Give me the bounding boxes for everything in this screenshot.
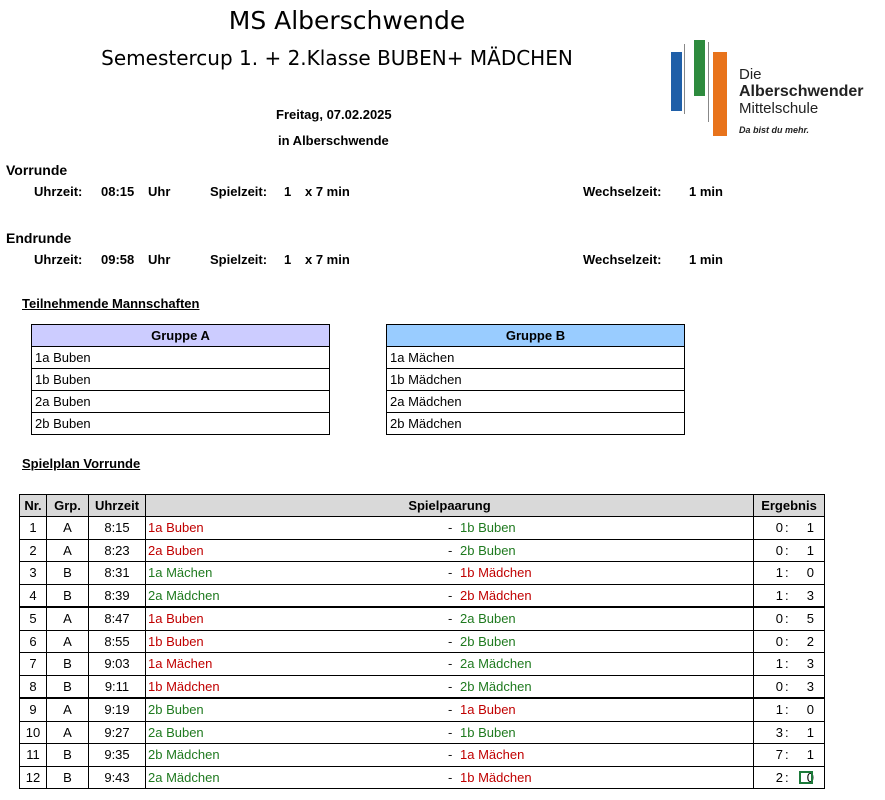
cell-group[interactable]: B bbox=[47, 675, 89, 698]
pairing-separator: - bbox=[448, 678, 453, 694]
group-a-table bbox=[31, 324, 330, 435]
home-team: 2a Buben bbox=[148, 724, 204, 740]
endrunde-label: Endrunde bbox=[6, 230, 72, 246]
vorrunde-play-label: Spielzeit: bbox=[210, 184, 268, 199]
cell-time[interactable]: 9:35 bbox=[89, 744, 146, 767]
home-team: 1b Buben bbox=[148, 633, 204, 649]
endrunde-change: 1 min bbox=[689, 252, 723, 267]
cell-result[interactable] bbox=[754, 744, 825, 767]
vorrunde-play-duration: x 7 min bbox=[305, 184, 350, 199]
endrunde-time: 09:58 bbox=[101, 252, 135, 267]
score-home: 2 bbox=[775, 769, 783, 785]
cell-group[interactable]: B bbox=[47, 562, 89, 585]
vorrunde-label: Vorrunde bbox=[6, 162, 68, 178]
vorrunde-play-count: 1 bbox=[284, 184, 292, 199]
score-colon: : bbox=[785, 520, 789, 535]
score-away: 3 bbox=[806, 587, 814, 603]
group-b-team[interactable]: 1b Mädchen bbox=[387, 369, 685, 391]
vorrunde-time: 08:15 bbox=[101, 184, 135, 199]
cell-pairing[interactable] bbox=[146, 721, 754, 744]
away-team: 2b Buben bbox=[460, 542, 516, 558]
col-header-grp: Grp. bbox=[47, 495, 89, 517]
score-away: 2 bbox=[806, 633, 814, 649]
cell-pairing[interactable] bbox=[146, 675, 754, 698]
score-home: 0 bbox=[775, 542, 783, 558]
logo-text-die: Die bbox=[739, 66, 762, 83]
cell-nr[interactable]: 2 bbox=[20, 539, 47, 562]
away-team: 2b Buben bbox=[460, 633, 516, 649]
away-team: 1b Buben bbox=[460, 724, 516, 740]
cell-nr[interactable]: 4 bbox=[20, 584, 47, 607]
plan-heading: Spielplan Vorrunde bbox=[22, 456, 141, 471]
cell-group[interactable]: B bbox=[47, 766, 89, 789]
logo-text-name: Alberschwender bbox=[739, 83, 864, 100]
group-b-title: Gruppe B bbox=[387, 325, 685, 347]
score-away: 0 bbox=[806, 565, 814, 580]
score-colon: : bbox=[785, 633, 789, 649]
page-subtitle: Semestercup 1. + 2.Klasse BUBEN+ MÄDCHEN bbox=[101, 46, 573, 70]
home-team: 2b Mädchen bbox=[148, 747, 220, 762]
score-colon: : bbox=[785, 724, 789, 740]
away-team: 2b Mädchen bbox=[460, 678, 532, 694]
logo-bar-green bbox=[694, 40, 705, 96]
cell-group[interactable]: A bbox=[47, 517, 89, 540]
schedule-table bbox=[19, 494, 825, 789]
cell-group[interactable]: B bbox=[47, 744, 89, 767]
endrunde-unit: Uhr bbox=[148, 252, 171, 267]
score-away: 1 bbox=[806, 747, 814, 762]
cell-result[interactable] bbox=[754, 607, 825, 630]
home-team: 1a Buben bbox=[148, 520, 204, 535]
group-a-title: Gruppe A bbox=[32, 325, 330, 347]
group-b-team[interactable]: 2b Mädchen bbox=[387, 413, 685, 435]
endrunde-play-label: Spielzeit: bbox=[210, 252, 268, 267]
col-header-nr: Nr. bbox=[20, 495, 47, 517]
cell-nr[interactable]: 7 bbox=[20, 653, 47, 676]
pairing-separator: - bbox=[448, 520, 453, 535]
cell-group[interactable]: A bbox=[47, 630, 89, 653]
cell-result[interactable] bbox=[754, 517, 825, 540]
cell-group[interactable]: A bbox=[47, 698, 89, 721]
cell-time[interactable]: 9:11 bbox=[89, 675, 146, 698]
home-team: 2b Buben bbox=[148, 702, 204, 717]
cell-time[interactable]: 8:15 bbox=[89, 517, 146, 540]
cell-nr[interactable]: 6 bbox=[20, 630, 47, 653]
vorrunde-change: 1 min bbox=[689, 184, 723, 199]
table-row bbox=[20, 562, 825, 585]
group-b-table bbox=[386, 324, 685, 435]
event-location: in Alberschwende bbox=[278, 133, 389, 148]
score-colon: : bbox=[785, 656, 789, 671]
table-row bbox=[20, 721, 825, 744]
pairing-separator: - bbox=[448, 565, 453, 580]
logo-text-school: Mittelschule bbox=[739, 100, 819, 117]
cell-time[interactable]: 8:31 bbox=[89, 562, 146, 585]
cell-result[interactable] bbox=[754, 698, 825, 721]
cell-pairing[interactable] bbox=[146, 766, 754, 789]
group-a-team[interactable]: 1b Buben bbox=[32, 369, 330, 391]
pairing-separator: - bbox=[448, 611, 453, 626]
home-team: 1a Mächen bbox=[148, 656, 213, 671]
table-row bbox=[20, 766, 825, 789]
cell-time[interactable]: 9:27 bbox=[89, 721, 146, 744]
cell-time[interactable]: 8:55 bbox=[89, 630, 146, 653]
away-team: 1b Mädchen bbox=[460, 769, 532, 785]
cell-result[interactable] bbox=[754, 653, 825, 676]
cell-pairing[interactable] bbox=[146, 607, 754, 630]
logo-bar-blue bbox=[671, 52, 682, 111]
score-away: 0 bbox=[806, 702, 814, 717]
away-team: 1a Buben bbox=[460, 702, 516, 717]
cell-nr[interactable]: 3 bbox=[20, 562, 47, 585]
score-home: 3 bbox=[775, 724, 783, 740]
cell-result[interactable] bbox=[754, 562, 825, 585]
score-home: 0 bbox=[775, 633, 783, 649]
home-team: 1b Mädchen bbox=[148, 678, 220, 694]
group-a-team[interactable]: 1a Buben bbox=[32, 347, 330, 369]
score-colon: : bbox=[785, 542, 789, 558]
cell-pairing[interactable] bbox=[146, 653, 754, 676]
cell-time[interactable]: 9:03 bbox=[89, 653, 146, 676]
cell-group[interactable]: A bbox=[47, 721, 89, 744]
group-a-team[interactable]: 2b Buben bbox=[32, 413, 330, 435]
score-colon: : bbox=[785, 678, 789, 694]
col-header-pairing: Spielpaarung bbox=[146, 495, 754, 517]
cell-result[interactable] bbox=[754, 766, 825, 789]
away-team: 1b Buben bbox=[460, 520, 516, 535]
cell-result[interactable] bbox=[754, 675, 825, 698]
group-a-team[interactable]: 2a Buben bbox=[32, 391, 330, 413]
cell-nr[interactable]: 5 bbox=[20, 607, 47, 630]
table-row bbox=[20, 584, 825, 607]
cell-time[interactable]: 9:19 bbox=[89, 698, 146, 721]
pairing-separator: - bbox=[448, 656, 453, 671]
vorrunde-change-label: Wechselzeit: bbox=[583, 184, 662, 199]
table-row bbox=[20, 744, 825, 767]
pairing-separator: - bbox=[448, 633, 453, 649]
endrunde-play-duration: x 7 min bbox=[305, 252, 350, 267]
away-team: 2a Buben bbox=[460, 611, 516, 626]
cell-group[interactable]: A bbox=[47, 539, 89, 562]
pairing-separator: - bbox=[448, 747, 453, 762]
cell-nr[interactable]: 10 bbox=[20, 721, 47, 744]
cell-pairing[interactable] bbox=[146, 698, 754, 721]
pairing-separator: - bbox=[448, 724, 453, 740]
col-header-result: Ergebnis bbox=[754, 495, 825, 517]
endrunde-time-label: Uhrzeit: bbox=[34, 252, 83, 267]
score-home: 0 bbox=[775, 678, 783, 694]
vorrunde-unit: Uhr bbox=[148, 184, 171, 199]
home-team: 1a Buben bbox=[148, 611, 204, 626]
score-home: 1 bbox=[775, 656, 783, 671]
score-home: 7 bbox=[775, 747, 783, 762]
score-colon: : bbox=[785, 702, 789, 717]
score-colon: : bbox=[785, 747, 789, 762]
score-home: 1 bbox=[775, 587, 783, 603]
score-home: 1 bbox=[775, 565, 783, 580]
score-colon: : bbox=[785, 565, 789, 580]
cell-result[interactable] bbox=[754, 721, 825, 744]
logo-tagline: Da bist du mehr. bbox=[739, 125, 810, 135]
pairing-separator: - bbox=[448, 587, 453, 603]
away-team: 2a Mädchen bbox=[460, 656, 532, 671]
away-team: 2b Mädchen bbox=[460, 587, 532, 603]
cell-group[interactable]: B bbox=[47, 584, 89, 607]
table-row bbox=[20, 698, 825, 721]
cell-nr[interactable]: 12 bbox=[20, 766, 47, 789]
cell-nr[interactable]: 1 bbox=[20, 517, 47, 540]
cell-time[interactable]: 8:39 bbox=[89, 584, 146, 607]
group-b-team[interactable]: 1a Mächen bbox=[387, 347, 685, 369]
home-team: 2a Mädchen bbox=[148, 587, 220, 603]
score-colon: : bbox=[785, 587, 789, 603]
score-away: 1 bbox=[806, 520, 814, 535]
cell-pairing[interactable] bbox=[146, 517, 754, 540]
away-team: 1a Mächen bbox=[460, 747, 525, 762]
home-team: 2a Mädchen bbox=[148, 769, 220, 785]
cell-nr[interactable]: 11 bbox=[20, 744, 47, 767]
score-colon: : bbox=[785, 611, 789, 626]
endrunde-change-label: Wechselzeit: bbox=[583, 252, 662, 267]
cell-result[interactable] bbox=[754, 584, 825, 607]
event-date: Freitag, 07.02.2025 bbox=[276, 107, 392, 122]
cell-result[interactable] bbox=[754, 630, 825, 653]
vorrunde-time-label: Uhrzeit: bbox=[34, 184, 83, 199]
pairing-separator: - bbox=[448, 769, 453, 785]
score-colon: : bbox=[785, 769, 789, 785]
group-b-team[interactable]: 2a Mädchen bbox=[387, 391, 685, 413]
cell-time[interactable]: 8:47 bbox=[89, 607, 146, 630]
page-title: MS Alberschwende bbox=[228, 6, 466, 35]
endrunde-play-count: 1 bbox=[284, 252, 292, 267]
cell-pairing[interactable] bbox=[146, 539, 754, 562]
cell-nr[interactable]: 8 bbox=[20, 675, 47, 698]
cell-time[interactable]: 8:23 bbox=[89, 539, 146, 562]
cell-result[interactable] bbox=[754, 539, 825, 562]
col-header-time: Uhrzeit bbox=[89, 495, 146, 517]
score-away: 3 bbox=[806, 656, 814, 671]
table-row bbox=[20, 539, 825, 562]
table-row bbox=[20, 630, 825, 653]
table-row bbox=[20, 653, 825, 676]
cell-nr[interactable]: 9 bbox=[20, 698, 47, 721]
score-away: 5 bbox=[806, 611, 814, 626]
score-away: 3 bbox=[806, 678, 814, 694]
school-logo bbox=[668, 38, 883, 143]
away-team: 1b Mädchen bbox=[460, 565, 532, 580]
home-team: 2a Buben bbox=[148, 542, 204, 558]
score-away[interactable]: 0 bbox=[798, 770, 814, 785]
score-away: 1 bbox=[806, 724, 814, 740]
table-row bbox=[20, 607, 825, 630]
cell-group[interactable]: B bbox=[47, 653, 89, 676]
cell-pairing[interactable] bbox=[146, 584, 754, 607]
cell-time[interactable]: 9:43 bbox=[89, 766, 146, 789]
score-away: 1 bbox=[806, 542, 814, 558]
cell-pairing[interactable] bbox=[146, 744, 754, 767]
logo-bar-orange bbox=[713, 52, 727, 136]
cell-group[interactable]: A bbox=[47, 607, 89, 630]
score-home: 0 bbox=[775, 520, 783, 535]
home-team: 1a Mächen bbox=[148, 565, 213, 580]
cell-pairing[interactable] bbox=[146, 562, 754, 585]
cell-pairing[interactable] bbox=[146, 630, 754, 653]
table-row bbox=[20, 675, 825, 698]
table-row bbox=[20, 517, 825, 540]
pairing-separator: - bbox=[448, 702, 453, 717]
teams-heading: Teilnehmende Mannschaften bbox=[22, 296, 200, 311]
score-home: 0 bbox=[775, 611, 783, 626]
pairing-separator: - bbox=[448, 542, 453, 558]
score-home: 1 bbox=[775, 702, 783, 717]
